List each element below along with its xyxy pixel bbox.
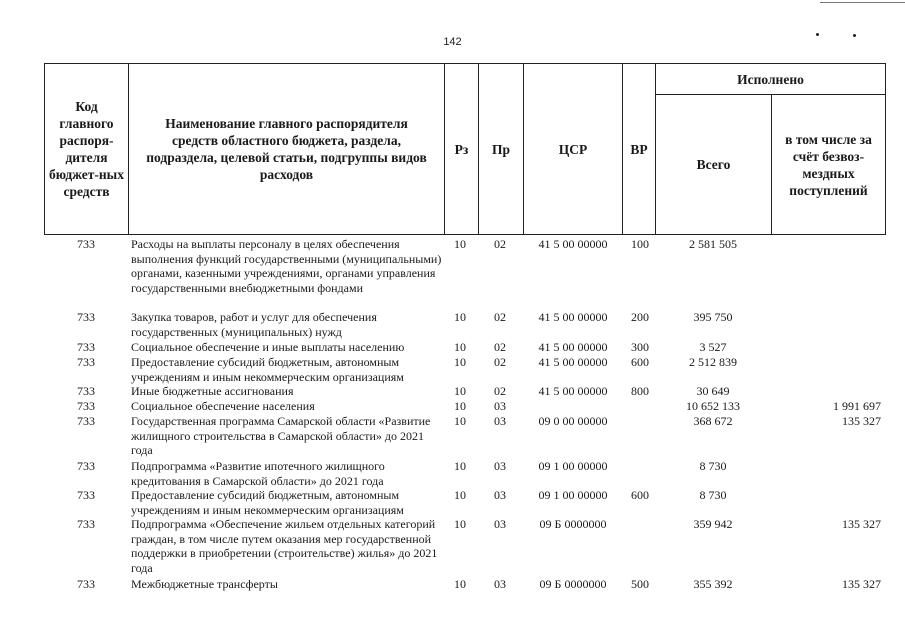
cell-free: 1 991 697: [833, 399, 881, 413]
cell-rz: 10: [454, 517, 466, 531]
cell-total: 2 581 505: [689, 237, 737, 251]
cell-free: 135 327: [842, 577, 881, 591]
cell-pr: 02: [494, 340, 506, 354]
cell-csr: 41 5 00 00000: [538, 237, 608, 251]
cell-csr: 09 1 00 00000: [538, 459, 608, 473]
cell-rz: 10: [454, 237, 466, 251]
cell-rz: 10: [454, 414, 466, 428]
cell-csr: 41 5 00 00000: [538, 384, 608, 398]
cell-free: 135 327: [842, 414, 881, 428]
cell-vr: 300: [631, 340, 649, 354]
cell-rz: 10: [454, 340, 466, 354]
cell-csr: 09 1 00 00000: [538, 488, 608, 502]
cell-code: 733: [77, 517, 95, 531]
cell-rz: 10: [454, 384, 466, 398]
scan-artifact-line: [820, 2, 905, 3]
cell-pr: 03: [494, 459, 506, 473]
cell-rz: 10: [454, 577, 466, 591]
cell-pr: 03: [494, 577, 506, 591]
cell-rz: 10: [454, 399, 466, 413]
table-header: [44, 63, 886, 235]
cell-pr: 03: [494, 488, 506, 502]
cell-pr: 02: [494, 384, 506, 398]
cell-name: Подпрограмма «Обеспечение жильем отдельных категорий граждан, в том числе путем оказания мер государственной поддержки в приобретении (строительстве) жилья» до 2021 года: [131, 517, 438, 575]
cell-total: 8 730: [699, 459, 727, 473]
cell-csr: 09 0 00 00000: [538, 414, 608, 428]
cell-code: 733: [77, 310, 95, 324]
cell-code: 733: [77, 488, 95, 502]
cell-csr: 41 5 00 00000: [538, 340, 608, 354]
cell-name: Государственная программа Самарской области «Развитие жилищного строительства в Самарской области» до 2021 года: [131, 414, 431, 458]
cell-rz: 10: [454, 459, 466, 473]
cell-name: Подпрограмма «Развитие ипотечного жилищного кредитования в Самарской области» до 2021 года: [131, 459, 385, 488]
cell-pr: 02: [494, 310, 506, 324]
cell-pr: 02: [494, 355, 506, 369]
cell-total: 10 652 133: [686, 399, 740, 413]
cell-total: 30 649: [696, 384, 730, 398]
cell-code: 733: [77, 237, 95, 251]
cell-code: 733: [77, 355, 95, 369]
header-csr: ЦСР: [558, 141, 588, 157]
cell-pr: 02: [494, 237, 506, 251]
cell-code: 733: [77, 577, 95, 591]
page-number: 142: [443, 36, 462, 48]
header-code: Код главного распоря-дителя бюджет-ных средств: [49, 99, 124, 199]
cell-pr: 03: [494, 399, 506, 413]
cell-name: Расходы на выплаты персоналу в целях обеспечения выполнения функций государственными (муниципальными) органами, казенными учреждениями, органами управления государственными внебюджетными фондами: [131, 237, 442, 295]
header-including-free: в том числе за счёт безвоз-мездных поступлений: [785, 131, 872, 198]
cell-code: 733: [77, 340, 95, 354]
header-vr: ВР: [630, 141, 648, 157]
cell-pr: 03: [494, 414, 506, 428]
cell-vr: 200: [631, 310, 649, 324]
cell-code: 733: [77, 399, 95, 413]
cell-name: Предоставление субсидий бюджетным, автономным учреждениям и иным некоммерческим организациям: [131, 355, 404, 384]
cell-name: Предоставление субсидий бюджетным, автономным учреждениям и иным некоммерческим организациям: [131, 488, 404, 517]
cell-name: Социальное обеспечение и иные выплаты населению: [131, 340, 405, 354]
cell-vr: 600: [631, 355, 649, 369]
cell-csr: 41 5 00 00000: [538, 310, 608, 324]
cell-vr: 500: [631, 577, 649, 591]
cell-csr: 09 Б 0000000: [539, 577, 607, 591]
cell-code: 733: [77, 459, 95, 473]
cell-vr: 800: [631, 384, 649, 398]
cell-rz: 10: [454, 310, 466, 324]
cell-rz: 10: [454, 355, 466, 369]
header-name: Наименование главного распорядителя средств областного бюджета, раздела, подраздела, целевой статьи, подгруппы видов расходов: [146, 116, 427, 182]
cell-total: 395 750: [693, 310, 733, 324]
cell-total: 355 392: [693, 577, 733, 591]
cell-name: Межбюджетные трансферты: [131, 577, 278, 591]
cell-csr: 09 Б 0000000: [539, 517, 607, 531]
cell-csr: 41 5 00 00000: [538, 355, 608, 369]
cell-vr: 600: [631, 488, 649, 502]
cell-total: 3 527: [699, 340, 727, 354]
cell-pr: 03: [494, 517, 506, 531]
cell-vr: 100: [631, 237, 649, 251]
cell-name: Закупка товаров, работ и услуг для обеспечения государственных (муниципальных) нужд: [131, 310, 377, 339]
cell-total: 368 672: [693, 414, 733, 428]
header-pr: Пр: [491, 141, 510, 157]
cell-total: 2 512 839: [689, 355, 737, 369]
cell-rz: 10: [454, 488, 466, 502]
cell-name: Иные бюджетные ассигнования: [131, 384, 294, 398]
header-executed: Исполнено: [737, 71, 804, 87]
cell-free: 135 327: [842, 517, 881, 531]
cell-total: 8 730: [699, 488, 727, 502]
cell-code: 733: [77, 414, 95, 428]
cell-name: Социальное обеспечение населения: [131, 399, 315, 413]
cell-total: 359 942: [693, 517, 733, 531]
cell-code: 733: [77, 384, 95, 398]
header-rz: Рз: [454, 141, 469, 157]
header-total: Всего: [696, 157, 731, 172]
